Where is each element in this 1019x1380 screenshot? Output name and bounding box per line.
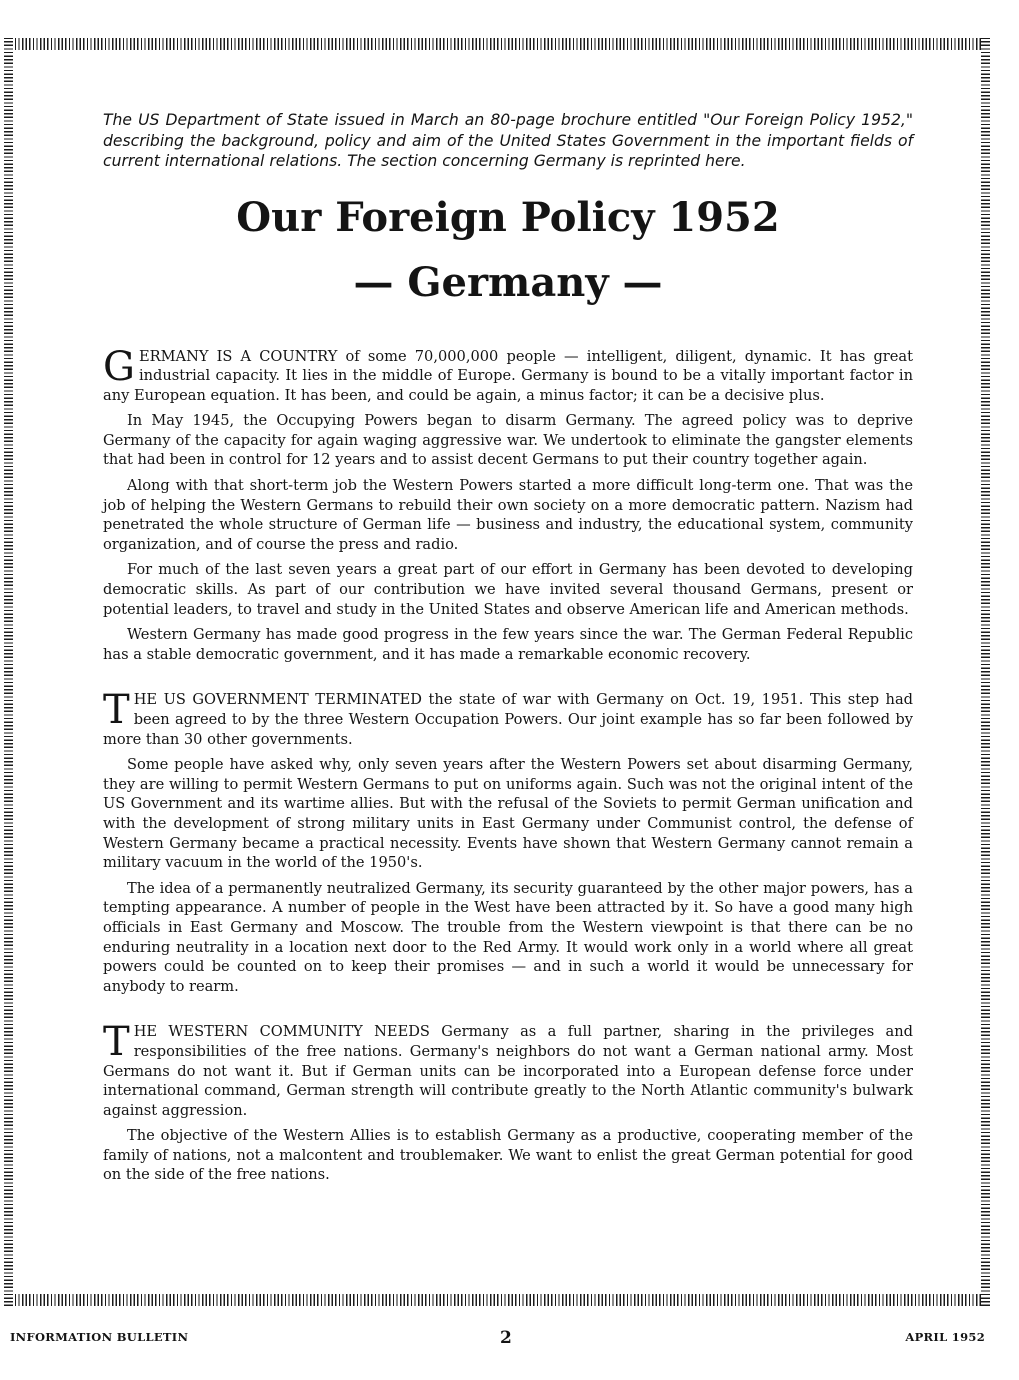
article-title: Our Foreign Policy 1952	[236, 193, 780, 241]
decorative-border-right	[981, 38, 990, 1306]
paragraph: Some people have asked why, only seven years after the Western Powers set about disarming Germany, they are willing to permit Western Germans to put on uniforms again. Such was not the original intent of the US Government and its wartime allies. But with the refusal of the Soviets to permit German unification and with the development of strong military units in East Germany under Communist control, the defense of Western Germany became a practical necessity. Events have shown that Western Germany cannot remain a military vacuum in the world of the 1950's.	[103, 756, 913, 872]
drop-cap: G	[103, 343, 135, 390]
article-section	[103, 1019, 913, 1185]
drop-cap: T	[103, 1019, 130, 1066]
intro-note: The US Department of State issued in March an 80-page brochure entitled "Our Foreign Policy 1952," describing the background, policy and aim of the United States Government in the important fields of current international relations. The section concerning Germany is reprinted here.	[103, 111, 913, 170]
drop-cap: T	[103, 687, 130, 734]
lead-paragraph: GERMANY IS A COUNTRY of some 70,000,000 people — intelligent, diligent, dynamic. It has great industrial capacity. It lies in the middle of Europe. Germany is bound to be a vitally important factor in any European equation. It has been, and could be again, a minus factor; it can be a decisive plus.	[103, 343, 913, 404]
paragraph: The idea of a permanently neutralized Germany, its security guaranteed by the other major powers, has a tempting appearance. A number of people in the West have been attracted by it. So have a good many high officials in East Germany and Moscow. The trouble from the Western viewpoint is that there can be no enduring neutrality in a location next door to the Red Army. It would work only in a world where all great powers could be counted on to keep their promises — and in such a world it would be unnecessary for anybody to rearm.	[103, 879, 913, 995]
page-number: 2	[500, 1328, 513, 1348]
decorative-border-bottom	[4, 1294, 990, 1306]
paragraph: The objective of the Western Allies is to establish Germany as a productive, cooperating member of the family of nations, not a malcontent and troublemaker. We want to enlist the great German potential for good on the side of the free nations.	[103, 1127, 913, 1184]
paragraph: Along with that short-term job the Western Powers started a more difficult long-term one. That was the job of helping the Western Germans to rebuild their own society on a more democratic pattern. Nazism had penetrated the whole structure of German life — business and industry, the educational system, community organization, and of course the press and radio.	[103, 477, 913, 553]
decorative-border-left	[4, 38, 13, 1306]
lead-paragraph: THE WESTERN COMMUNITY NEEDS Germany as a full partner, sharing in the privileges and responsibilities of the free nations. Germany's neighbors do not want a German national army. Most Germans do not want it. But if German units can be incorporated into a European defense force under international command, German strength will contribute greatly to the North Atlantic community's bulwark against aggression.	[103, 1019, 913, 1119]
lead-paragraph: THE US GOVERNMENT TERMINATED the state of war with Germany on Oct. 19, 1951. This step had been agreed to by the three Western Occupation Powers. Our joint example has so far been followed by more than 30 other governments.	[103, 687, 913, 748]
footer-date: APRIL 1952	[905, 1330, 985, 1344]
article-section	[103, 343, 913, 665]
paragraph: Western Germany has made good progress in the few years since the war. The German Federal Republic has a stable democratic government, and it has made a remarkable economic recovery.	[103, 626, 913, 663]
article-subtitle: — Germany —	[353, 258, 663, 306]
article	[103, 110, 913, 1191]
article-section	[103, 687, 913, 996]
paragraph: For much of the last seven years a great part of our effort in Germany has been devoted to developing democratic skills. As part of our contribution we have invited several thousand Germans, present or potential leaders, to travel and study in the United States and observe American life and American methods.	[103, 561, 913, 618]
decorative-border-top	[4, 38, 990, 50]
paragraph: In May 1945, the Occupying Powers began to disarm Germany. The agreed policy was to deprive Germany of the capacity for again waging aggressive war. We undertook to eliminate the gangster elements that had been in control for 12 years and to assist decent Germans to put their country together again.	[103, 412, 913, 469]
footer-publication: INFORMATION BULLETIN	[10, 1330, 189, 1344]
